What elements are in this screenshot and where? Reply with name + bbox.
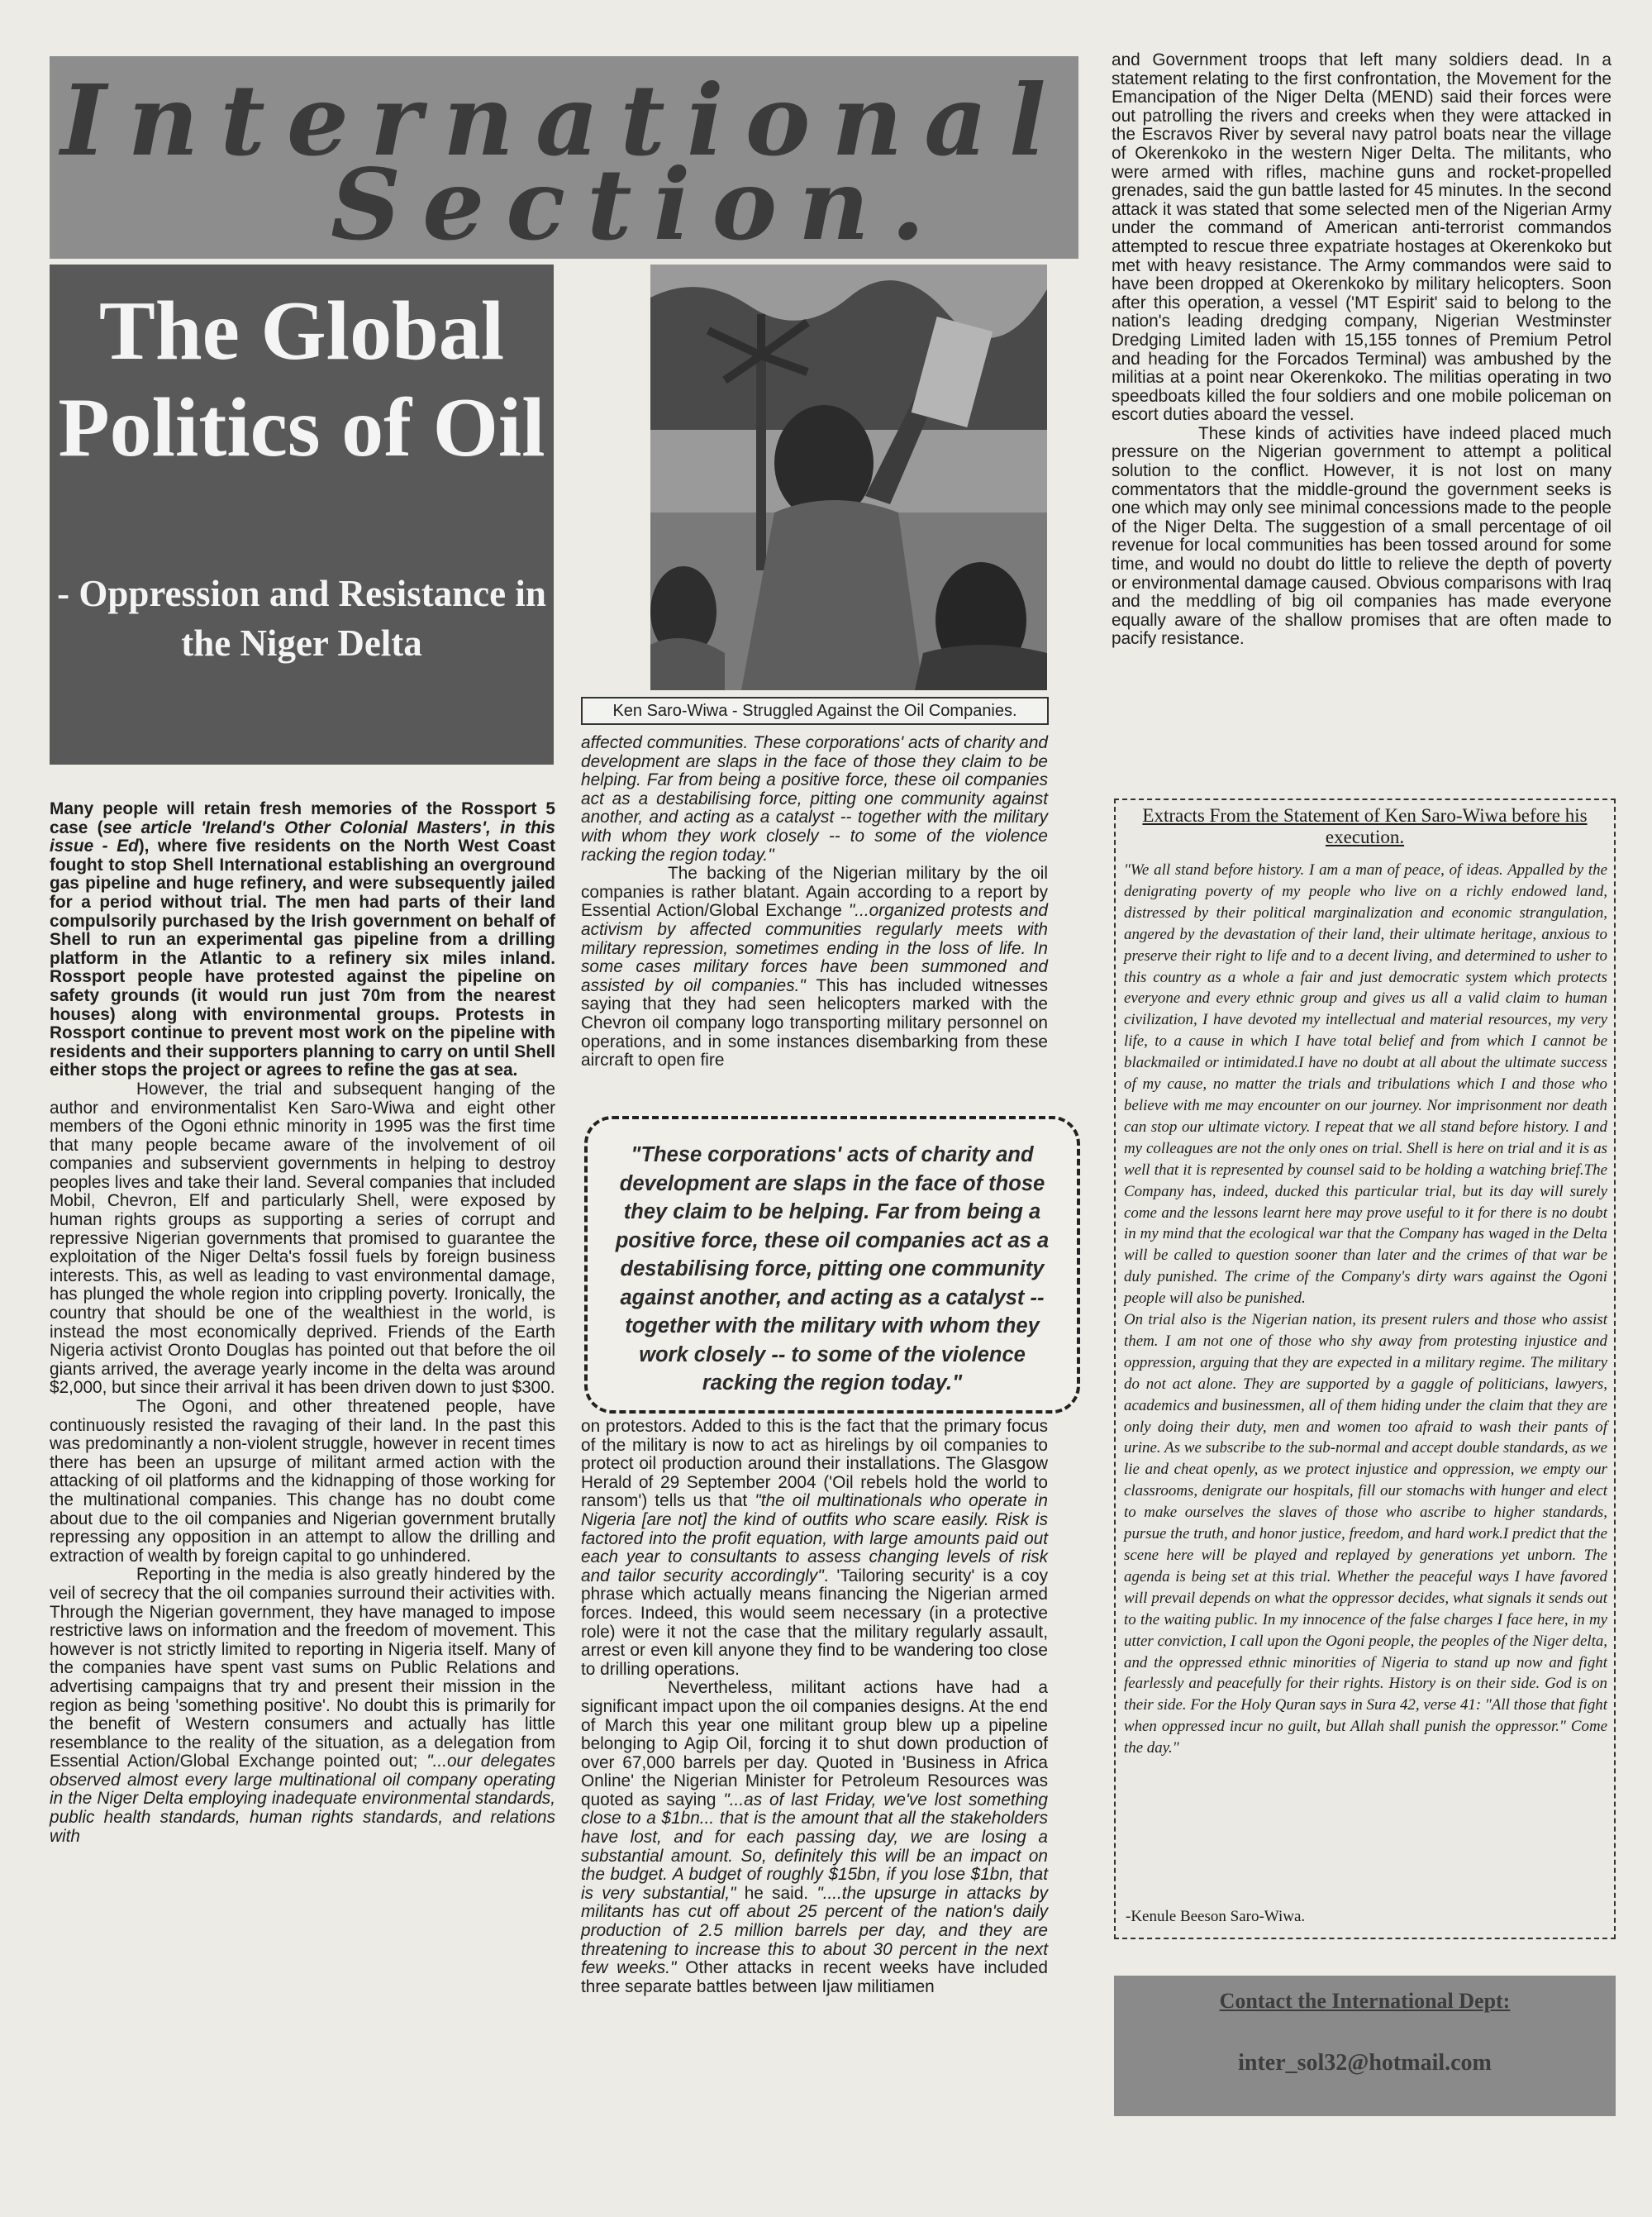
intro-paragraph: Many people will retain fresh memories of the Rossport 5 case (see article 'Ireland's Other Colonial Masters', in this issue - Ed), where five residents on the North West Coast fought to stop Shell International establishing an overground gas pipeline and huge refinery, and were subsequently jailed for a period without trial. The men had parts of their land compulsorily purchased by the Irish government on behalf of Shell to run an experimental gas pipeline from a drilling platform in the Atlantic to a refinery six miles inland. Rossport people have protested against the pipeline on safety grounds (it would run just 70m from the nearest houses) along with environmental groups. Protests in Rossport continue to prevent most work on the pipeline with residents and their supporters planning to carry on until Shell either stops the project or agrees to refine the gas at sea. xyxy=(50,799,555,1080)
article-subtitle: - Oppression and Resistance in the Niger Delta xyxy=(57,573,546,664)
paragraph: The backing of the Nigerian military by the oil companies is rather blatant. Again according to a report by Essential Action/Global Exchange "...organized protests and activism by affected communities regularly meets with military repression, sometimes ending in the loss of life. In some cases military forces have been summoned and assisted by oil companies." This has included witnesses saying that they had seen helicopters marked with the Chevron oil company logo transporting military personnel on operations, and in some instances disembarking from these aircraft to open fire xyxy=(581,864,1048,1070)
paragraph: Reporting in the media is also greatly hindered by the veil of secrecy that the oil companies surround their activities with. Through the Nigerian government, they have managed to impose restrictive laws on information and the freedom of movement. This however is not strictly limited to reporting in Nigeria itself. Many of the companies have spent vast sums on Public Relations and advertising campaigns that try and present their mission in the region as being 'something positive'. No doubt this is primarily for the benefit of Western consumers and actually has little resemblance to the reality of the situation, as a delegation from Essential Action/Global Exchange pointed out; "...our delegates observed almost every large multinational oil company operating in the Niger Delta employing inadequate environmental standards, public health standards, human rights standards, and relations with xyxy=(50,1565,555,1846)
banner-line-1: International xyxy=(60,63,1068,178)
contact-heading: Contact the International Dept: xyxy=(1219,1989,1511,2013)
column-1 xyxy=(50,800,555,1846)
column-2-bottom xyxy=(581,1418,1048,1996)
photo-image xyxy=(650,265,1047,690)
article-title: The Global Politics of Oil xyxy=(58,284,545,474)
section-banner xyxy=(50,56,1078,262)
extracts-body xyxy=(1124,860,1607,1759)
paragraph: on protestors. Added to this is the fact that the primary focus of the military is now to act as hirelings by oil companies to protect oil production around their installations. The Glasgow Herald of 29 September 2004 ('Oil rebels hold the world to ransom') tells us that "the oil multinationals who operate in Nigeria [are not] the kind of outfits who scare easily. Risk is factored into the profit equation, with large amounts paid out each year to consultants to assess changing levels of risk and tailor security accordingly". 'Tailoring security' is a coy phrase which actually means financing the Nigerian armed forces. Indeed, this would seem necessary (in a protective role) were it not the case that the military regularly assault, arrest or even kill anyone they find to be wandering too close to drilling operations. xyxy=(581,1417,1048,1679)
paragraph: The Ogoni, and other threatened people, have continuously resisted the ravaging of their land. In the past this was predominantly a non-violent struggle, however in recent times there has been an upsurge of militant armed action with the attacking of oil platforms and the kidnapping of those working for the multinational companies. This change has no doubt come about due to the oil companies and Nigerian government brutally repressing any opposition in an attempt to allow the drilling and extraction of wealth by foreign capital to go unhindered. xyxy=(50,1397,555,1566)
pull-quote: "These corporations' acts of charity and development are slaps in the face of those they claim to be helping. Far from being a positive force, these oil companies act as a destabilising force, pitting one community against another, and acting as a catalyst -- together with the military with whom they work closely -- to some of the violence racking the region today." xyxy=(584,1116,1080,1414)
extracts-box xyxy=(1114,799,1616,1939)
extracts-signature: -Kenule Beeson Saro-Wiwa. xyxy=(1126,1908,1306,1925)
photo-caption: Ken Saro-Wiwa - Struggled Against the Oil Companies. xyxy=(581,697,1049,725)
banner-line-2: Section. xyxy=(330,147,947,262)
paragraph: and Government troops that left many soldiers dead. In a statement relating to the first confrontation, the Movement for the Emancipation of the Niger Delta (MEND) said their forces were out patrolling the rivers and creeks when they were attacked in the Escravos River by several navy patrol boats near the village of Okerenkoko in the western Niger Delta. The militants, who were armed with rifles, machine guns and rocket-propelled grenades, said the gun battle lasted for 45 minutes. In the second attack it was stated that some selected men of the Nigerian Army under the command of American anti-terrorist commandos attempted to rescue three expatriate hostages at Okerenkoko but met with heavy resistance. The Army commandos were said to have been dropped at Okerenkoko by military helicopters. Soon after this operation, a vessel ('MT Espirit' said to belong to the nation's leading dredging company, Nigerian Westminster Dredging Limited laden with 15,155 tonnes of Premium Petrol and heading for the Forcados Terminal) was ambushed by the militias at a point near Okerenkoko. The militias operating in two speedboats killed the four soldiers and one mobile policeman on escort duties aboard the vessel. xyxy=(1112,50,1612,425)
contact-email[interactable]: inter_sol32@hotmail.com xyxy=(1238,2050,1492,2076)
extract-paragraph: "We all stand before history. I am a man of peace, of ideas. Appalled by the denigrating poverty of my people who live on a richly endowed land, distressed by their political marginalization and economic strangulation, angered by the devastation of their land, their ultimate heritage, anxious to preserve their right to life and to a decent living, and determined to usher to this country as a whole a fair and just democratic system which protects everyone and every ethnic group and gives us all a valid claim to human civilization, I have devoted my intellectual and material resources, my very life, to a cause in which I have total belief and from which I cannot be blackmailed or intimidated.I have no doubt at all about the ultimate success of my cause, no matter the trials and tribulations which I and those who believe with me may encounter on our journey. Nor imprisonment nor death can stop our ultimate victory. I repeat that we all stand before history. I and my colleagues are not the only ones on trial. Shell is here on trial and it is as well that it is represented by counsel said to be holding a watching brief.The Company has, indeed, ducked this particular trial, but its day will surely come and the lessons learnt here may prove useful to it for there is no doubt in my mind that the ecological war that the Company has waged in the Delta will be called to question sooner than later and the crimes of that war be duly punished. The crime of the Company's dirty wars against the Ogoni people will also be punished. xyxy=(1124,861,1607,1308)
paragraph: affected communities. These corporations' acts of charity and development are slaps in the face of those they claim to be helping. Far from being a positive force, these oil companies act as a destabilising force, pitting one community against another, and acting as a catalyst -- together with the military with whom they work closely -- to some of the violence racking the region today." xyxy=(581,733,1048,865)
extracts-heading: Extracts From the Statement of Ken Saro-Wiwa before his execution. xyxy=(1142,805,1588,847)
column-2-top xyxy=(581,734,1048,1070)
photo-ken-saro-wiwa xyxy=(650,265,1047,690)
extract-paragraph: On trial also is the Nigerian nation, its present rulers and those who assist them. I am not one of those who shy away from protesting injustice and oppression, arguing that they are expected in a military regime. The military do not act alone. They are supported by a gaggle of politicians, lawyers, academics and businessmen, all of them hiding under the claim that they are only doing their duty, men and women too afraid to wash their pants of urine. As we subscribe to the sub-normal and accept double standards, as we lie and cheat openly, as we protect injustice and oppression, we empty our classrooms, denigrate our hospitals, fill our stomachs with hunger and elect to make ourselves the slaves of those who ascribe to higher standards, pursue the truth, and honor justice, freedom, and hard work.I predict that the scene here will be played and replayed by generations yet unborn. The agenda is being set at this trial. Whether the peaceful ways I have favored will prevail depends on what the oppressor decides, what signals it sends out to the waiting public. In my innocence of the false charges I face here, in my utter conviction, I call upon the Ogoni people, the peoples of the Niger delta, and the oppressed ethnic minorities of Nigeria to stand up now and fight fearlessly and peacefully for their rights. History is on their side. God is on their side. For the Holy Quran says in Sura 42, verse 41: "All those that fight when oppressed incur no guilt, but Allah shall punish the oppressor." Come the day." xyxy=(1124,1311,1607,1757)
paragraph: However, the trial and subsequent hanging of the author and environmentalist Ken Saro-Wiwa and eight other members of the Ogoni ethnic minority in 1995 was the first time that many people became aware of the involvement of oil companies and subservient governments in helping to destroy peoples lives and take their land. Several companies that included Mobil, Chevron, Elf and particularly Shell, were exposed by human rights groups as supporting a series of corrupt and repressive Nigerian governments that promised to guarantee the exploitation of the Niger Delta's fossil fuels by foreign business interests. This, as well as leading to vast environmental damage, has plunged the whole region into crippling poverty. Ironically, the country that should be one of the wealthiest in the world, is instead the most economically deprived. Friends of the Earth Nigeria activist Oronto Douglas has pointed out that before the oil giants arrived, the average yearly income in the delta was around $2,000, but since their arrival it has been driven down to just $300. xyxy=(50,1079,555,1398)
column-3 xyxy=(1112,51,1612,649)
contact-box xyxy=(1114,1976,1616,2116)
article-title-box xyxy=(50,265,554,765)
paragraph: Nevertheless, militant actions have had a significant impact upon the oil companies designs. At the end of March this year one militant group blew up a pipeline belonging to Agip Oil, forcing it to shut down production of over 67,000 barrels per day. Quoted in 'Business in Africa Online' the Nigerian Minister for Petroleum Resources was quoted as saying "...as of last Friday, we've lost something close to a $1bn... that is the amount that all the stakeholders have lost, and for each passing day, we are losing a substantial amount. So, definitely this will be an impact on the budget. A budget of roughly $15bn, if you lose $1bn, that is very substantial," he said. "....the upsurge in attacks by militants has cut off about 25 percent of the nation's daily production of 2.5 million barrels per day, and they are threatening to increase this to about 30 percent in the next few weeks." Other attacks in recent weeks have included three separate battles between Ijaw militiamen xyxy=(581,1678,1049,1996)
paragraph: These kinds of activities have indeed placed much pressure on the Nigerian government to attempt a political solution to the conflict. However, it is not lost on many commentators that the middle-ground the government seeks is one which may only see minimal concessions made to the people of the Niger Delta. The suggestion of a small percentage of oil revenue for local communities has been tossed around for some time, and would no doubt do little to relieve the depth of poverty or environmental damage caused. Obvious comparisons with Iraq and the meddling of big oil companies has made everyone equally aware of the shallow promises that are often made to pacify resistance. xyxy=(1112,423,1612,649)
